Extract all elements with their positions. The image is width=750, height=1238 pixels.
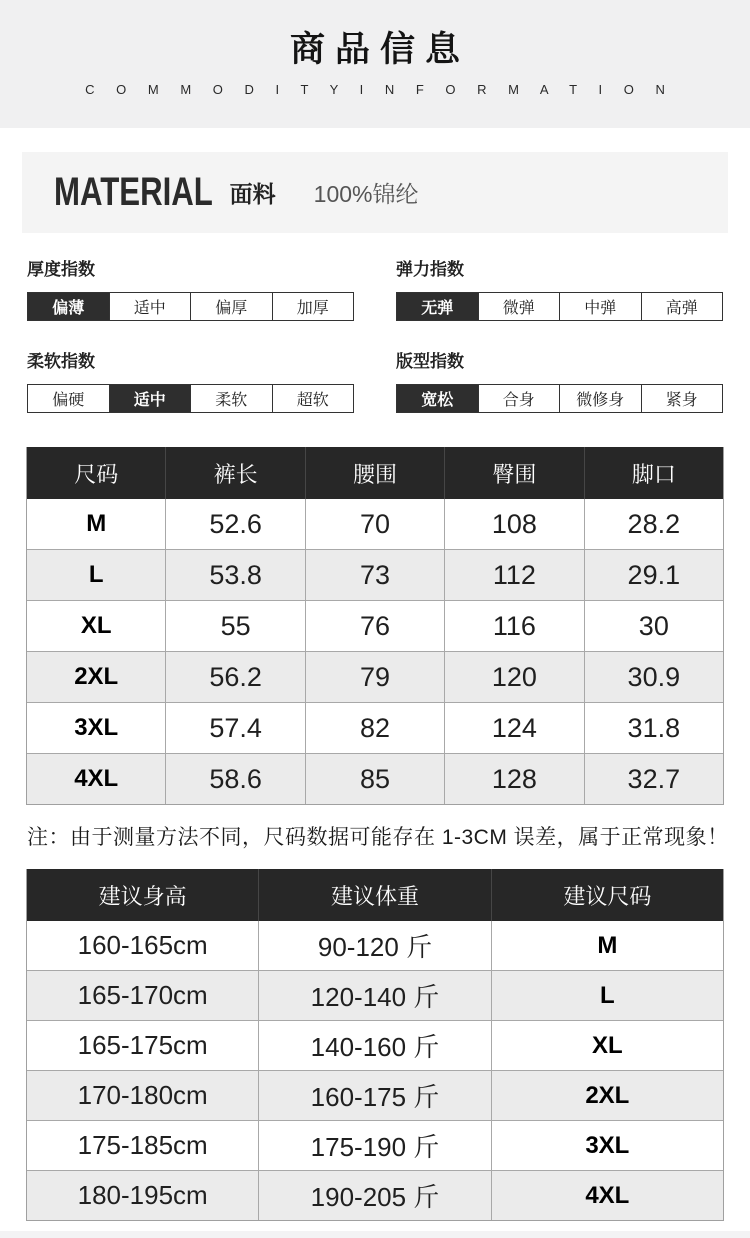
table-cell: 180-195cm — [27, 1171, 259, 1220]
index-option: 适中 — [110, 293, 192, 320]
table-cell: XL — [591, 1031, 623, 1059]
table-cell: 53.8 — [166, 550, 305, 600]
table-cell: 120-140 斤 — [259, 971, 491, 1020]
table-cell: 165-170cm — [27, 971, 259, 1020]
table-header-cell: 腰围 — [306, 447, 445, 499]
measurement-note: 注：由于测量方法不同，尺码数据可能存在 1-3CM 误差，属于正常现象！ — [27, 826, 729, 849]
table-cell: 128 — [445, 754, 584, 804]
table-cell: 32.7 — [627, 763, 681, 794]
index-group-1 — [396, 255, 723, 321]
table-cell: 57.4 — [166, 703, 305, 753]
table-header-cell: 建议尺码 — [563, 883, 652, 909]
index-grid — [27, 255, 723, 413]
table-cell: 160-175 斤 — [259, 1071, 491, 1120]
table-cell: L — [599, 981, 615, 1009]
table-cell: 120 — [445, 652, 584, 702]
index-option-selected: 宽松 — [397, 385, 479, 412]
table-cell: 79 — [306, 652, 445, 702]
page-subtitle: C O M M O D I T Y I N F O R M A T I O N — [85, 81, 674, 97]
material-value: 100%锦纶 — [313, 181, 419, 207]
index-group-2 — [27, 347, 354, 413]
table-header-cell: 脚口 — [631, 461, 676, 487]
table-cell: 4XL — [27, 754, 166, 804]
table-cell: 28.2 — [627, 508, 681, 539]
index-option: 微弹 — [479, 293, 561, 320]
index-option: 超软 — [273, 385, 354, 412]
index-label: 厚度指数 — [27, 260, 95, 279]
table-row — [27, 600, 723, 651]
index-option: 合身 — [479, 385, 561, 412]
table-cell: 165-175cm — [27, 1021, 259, 1070]
table-cell: 73 — [306, 550, 445, 600]
index-group-3 — [396, 347, 723, 413]
table-cell: 55 — [166, 601, 305, 651]
material-heading: MATERIAL — [54, 170, 213, 214]
table-header-cell: 臀围 — [445, 447, 584, 499]
index-option: 加厚 — [273, 293, 354, 320]
table-row — [27, 549, 723, 600]
next-section-edge — [0, 1231, 750, 1238]
material-section — [22, 152, 728, 233]
table-cell: 56.2 — [166, 652, 305, 702]
table-cell: 108 — [445, 499, 584, 549]
page-title: 商品信息 — [289, 30, 470, 70]
table-cell: 52.6 — [166, 499, 305, 549]
index-option: 偏硬 — [28, 385, 110, 412]
table-cell: 112 — [445, 550, 584, 600]
table-header-cell: 建议身高 — [27, 869, 259, 921]
table-cell: 190-205 斤 — [259, 1171, 491, 1220]
table-row — [27, 1070, 723, 1120]
table-header-row — [27, 869, 723, 921]
table-cell: 2XL — [585, 1081, 630, 1109]
table-row — [27, 970, 723, 1020]
table-cell: 170-180cm — [27, 1071, 259, 1120]
table-cell: 2XL — [27, 652, 166, 702]
table-cell: 140-160 斤 — [259, 1021, 491, 1070]
index-bar — [396, 384, 723, 413]
index-option-selected: 偏薄 — [28, 293, 110, 320]
commodity-info-header — [0, 0, 750, 128]
table-row — [27, 1020, 723, 1070]
index-option: 微修身 — [560, 385, 642, 412]
table-cell: 160-165cm — [27, 921, 259, 970]
index-option-selected: 适中 — [110, 385, 192, 412]
size-table — [26, 447, 724, 805]
table-cell: 30 — [638, 610, 669, 641]
table-row — [27, 499, 723, 549]
table-row — [27, 753, 723, 804]
table-row — [27, 921, 723, 970]
table-cell: 31.8 — [627, 712, 681, 743]
table-cell: 82 — [306, 703, 445, 753]
index-bar — [396, 292, 723, 321]
index-label: 版型指数 — [396, 352, 464, 371]
index-label: 弹力指数 — [396, 260, 464, 279]
table-cell: 70 — [306, 499, 445, 549]
table-cell: 175-185cm — [27, 1121, 259, 1170]
table-row — [27, 1170, 723, 1220]
index-label: 柔软指数 — [27, 352, 95, 371]
index-group-0 — [27, 255, 354, 321]
table-header-cell: 裤长 — [166, 447, 305, 499]
table-cell: 3XL — [585, 1131, 630, 1159]
table-cell: XL — [27, 601, 166, 651]
index-option: 柔软 — [191, 385, 273, 412]
table-cell: 30.9 — [627, 661, 681, 692]
suggest-table — [26, 869, 724, 1221]
table-cell: M — [597, 931, 618, 959]
table-row — [27, 1120, 723, 1170]
table-cell: 124 — [445, 703, 584, 753]
index-bar — [27, 384, 354, 413]
index-option: 紧身 — [642, 385, 723, 412]
index-option: 偏厚 — [191, 293, 273, 320]
table-cell: 85 — [306, 754, 445, 804]
table-header-cell: 建议体重 — [259, 869, 491, 921]
table-row — [27, 651, 723, 702]
table-cell: 76 — [306, 601, 445, 651]
table-cell: 90-120 斤 — [259, 921, 491, 970]
table-cell: 58.6 — [166, 754, 305, 804]
table-cell: 116 — [445, 601, 584, 651]
table-cell: 4XL — [585, 1181, 630, 1209]
table-header-cell: 尺码 — [27, 447, 166, 499]
table-cell: L — [27, 550, 166, 600]
table-cell: M — [27, 499, 166, 549]
table-row — [27, 702, 723, 753]
table-cell: 29.1 — [627, 559, 681, 590]
index-bar — [27, 292, 354, 321]
index-option: 高弹 — [642, 293, 723, 320]
table-cell: 3XL — [27, 703, 166, 753]
material-label: 面料 — [229, 181, 276, 207]
index-option-selected: 无弹 — [397, 293, 479, 320]
table-cell: 175-190 斤 — [259, 1121, 491, 1170]
index-option: 中弹 — [560, 293, 642, 320]
table-header-row — [27, 447, 723, 499]
